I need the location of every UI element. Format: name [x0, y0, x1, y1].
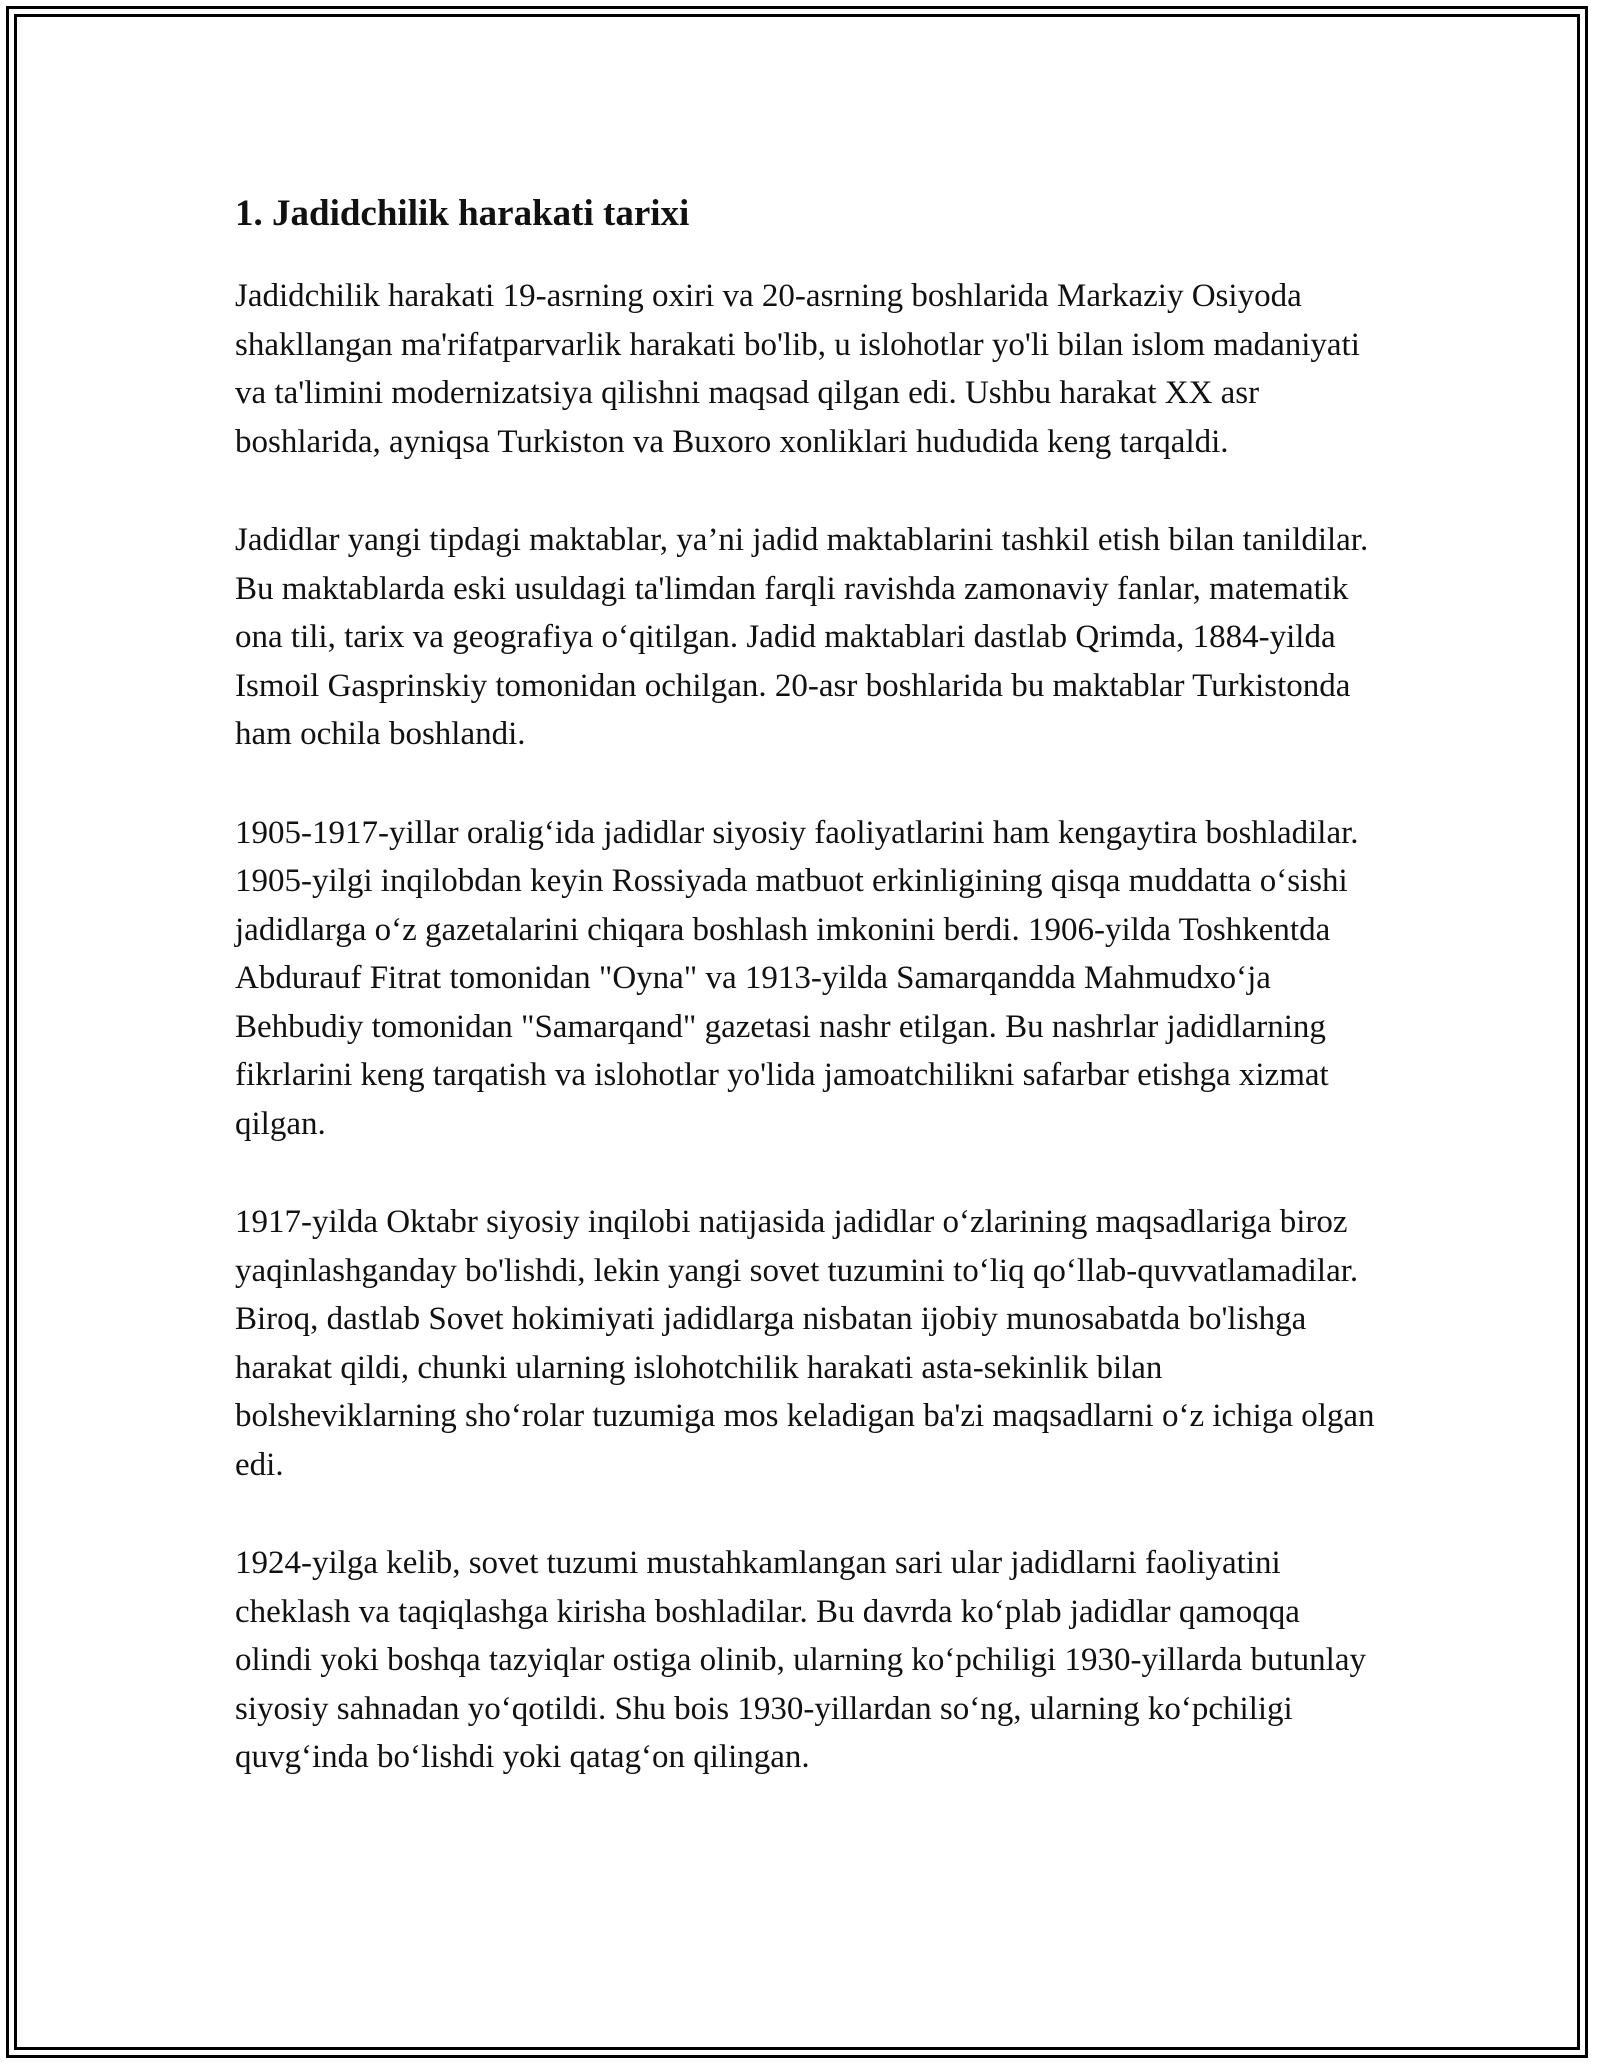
- paragraph-2: Jadidlar yangi tipdagi maktablar, ya’ni jadid maktablarini tashkil etish bilan tanildilar. Bu maktablarda eski usuldagi ta'limdan farqli ravishda zamonaviy fanlar, matematik ona tili, tarix va geografiya o‘qitilgan. Jadid maktablari dastlab Qrimda, 1884-yilda Ismoil Gasprinskiy tomonidan ochilgan. 20-asr boshlarida bu maktablar Turkistonda ham ochila boshlandi.: [235, 522, 1369, 752]
- paragraph-4: 1917-yilda Oktabr siyosiy inqilobi natijasida jadidlar o‘zlarining maqsadlariga biroz yaqinlashganday bo'lishdi, lekin yangi sovet tuzumini to‘liq qo‘llab-quvvatlamadilar. Biroq, dastlab Sovet hokimiyati jadidlarga nisbatan ijobiy munosabatda bo'lishga harakat qildi, chunki ularning islohotchilik harakati asta-sekinlik bilan bolsheviklarning sho‘rolar tuzumiga mos keladigan ba'zi maqsadlarni o‘z ichiga olgan edi.: [235, 1204, 1375, 1483]
- paragraph-1: Jadidchilik harakati 19-asrning oxiri va 20-asrning boshlarida Markaziy Osiyoda shakllangan ma'rifatparvarlik harakati bo'lib, u islohotlar yo'li bilan islom madaniyati va ta'limini modernizatsiya qilishni maqsad qilgan edi. Ushbu harakat XX asr boshlarida, ayniqsa Turkiston va Buxoro xonliklari hududida keng tarqaldi.: [235, 278, 1360, 460]
- paragraph-3: 1905-1917-yillar oralig‘ida jadidlar siyosiy faoliyatlarini ham kengaytira boshladilar. 1905-yilgi inqilobdan keyin Rossiyada matbuot erkinligining qisqa muddatta o‘sishi jadidlarga o‘z gazetalarini chiqara boshlash imkonini berdi. 1906-yilda Toshkentda Abdurauf Fitrat tomonidan "Oyna" va 1913-yilda Samarqandda Mahmudxo‘ja Behbudiy tomonidan "Samarqand" gazetasi nashr etilgan. Bu nashrlar jadidlarning fikrlarini keng tarqatish va islohotlar yo'lida jamoatchilikni safarbar etishga xizmat qilgan.: [235, 814, 1359, 1142]
- document-body: [235, 186, 1385, 1832]
- section-heading: 1. Jadidchilik harakati tarixi: [235, 193, 690, 234]
- paragraph-5: 1924-yilga kelib, sovet tuzumi mustahkamlangan sari ular jadidlarni faoliyatini cheklash va taqiqlashga kirisha boshladilar. Bu davrda ko‘plab jadidlar qamoqqa olindi yoki boshqa tazyiqlar ostiga olinib, ularning ko‘pchiligi 1930-yillarda butunlay siyosiy sahnadan yo‘qotildi. Shu bois 1930-yillardan so‘ng, ularning ko‘pchiligi quvg‘inda bo‘lishdi yoki qatag‘on qilingan.: [235, 1545, 1366, 1775]
